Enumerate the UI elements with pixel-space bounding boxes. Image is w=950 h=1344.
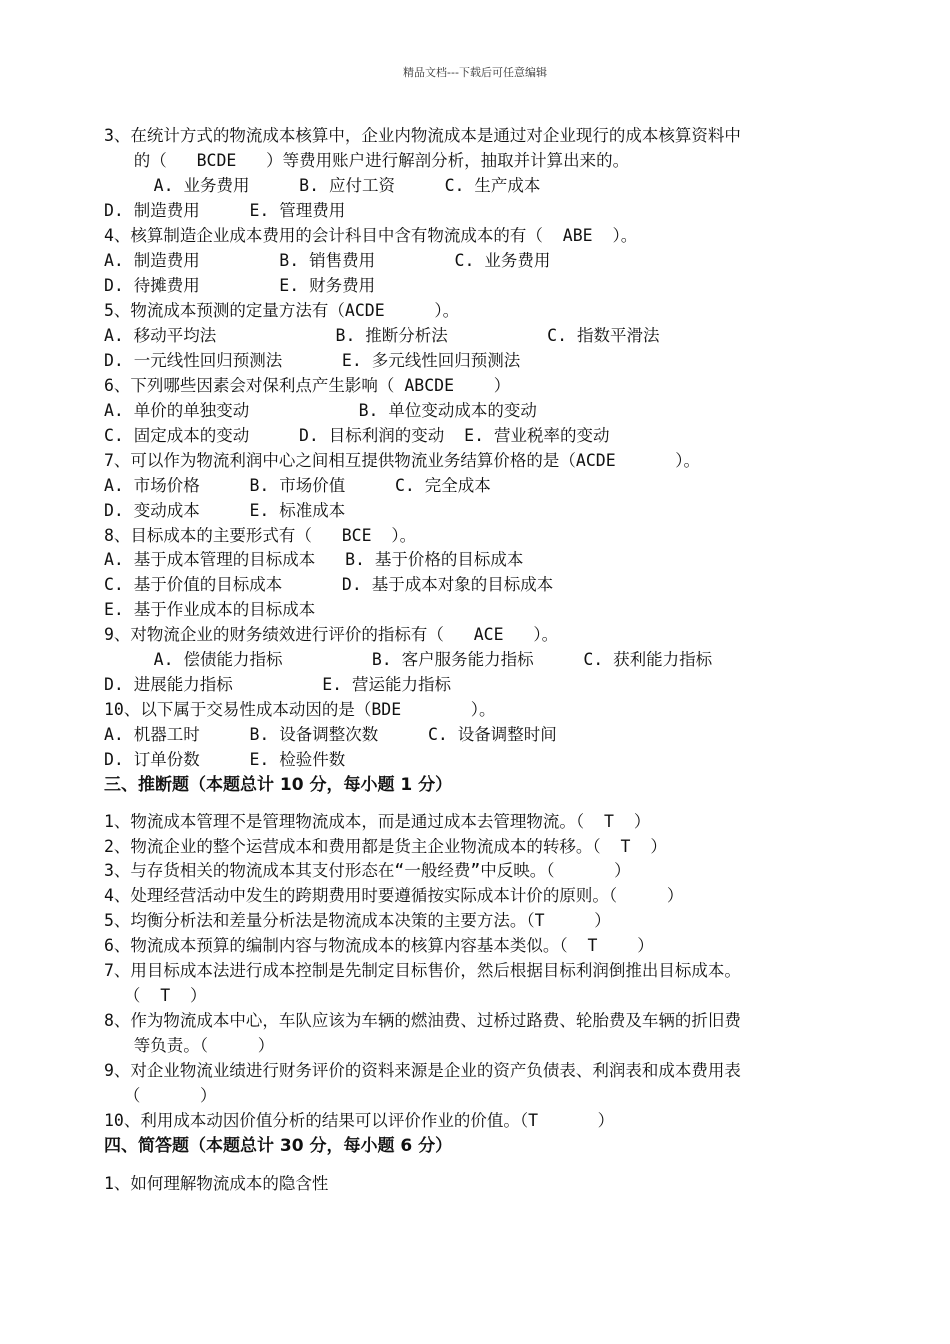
statement-line: （ T ） xyxy=(104,986,207,1005)
question-line: 3、在统计方式的物流成本核算中，企业内物流成本是通过对企业现行的成本核算资料中 xyxy=(104,126,741,145)
options-line: E. 基于作业成本的目标成本 xyxy=(104,600,316,619)
options-line: D. 制造费用 E. 管理费用 xyxy=(104,201,346,220)
options-line: D. 一元线性回归预测法 E. 多元线性回归预测法 xyxy=(104,351,521,370)
statement-line: 5、均衡分析法和差量分析法是物流成本决策的主要方法。（T ） xyxy=(104,911,611,930)
options-line: D. 变动成本 E. 标准成本 xyxy=(104,501,346,520)
options-line: C. 基于价值的目标成本 D. 基于成本对象的目标成本 xyxy=(104,575,554,594)
options-line: D. 订单份数 E. 检验件数 xyxy=(104,750,346,769)
question-line: 5、物流成本预测的定量方法有（ACDE ）。 xyxy=(104,301,460,320)
question-line: 的（ BCDE ）等费用账户进行解剖分析，抽取并计算出来的。 xyxy=(104,151,630,170)
options-line: A. 移动平均法 B. 推断分析法 C. 指数平滑法 xyxy=(104,326,660,345)
question-line: 6、下列哪些因素会对保利点产生影响（ ABCDE ） xyxy=(104,376,511,395)
options-line: D. 待摊费用 E. 财务费用 xyxy=(104,276,376,295)
question-line: 7、可以作为物流利润中心之间相互提供物流业务结算价格的是（ACDE ）。 xyxy=(104,451,701,470)
question-line: 9、对物流企业的财务绩效进行评价的指标有（ ACE ）。 xyxy=(104,625,559,644)
statement-line: 9、对企业物流业绩进行财务评价的资料来源是企业的资产负债表、利润表和成本费用表 xyxy=(104,1061,741,1080)
options-line: A. 业务费用 B. 应付工资 C. 生产成本 xyxy=(104,176,541,195)
statement-line: 等负责。（ ） xyxy=(104,1036,275,1055)
statement-line: 7、用目标成本法进行成本控制是先制定目标售价，然后根据目标利润倒推出目标成本。 xyxy=(104,961,741,980)
question-line: 1、如何理解物流成本的隐含性 xyxy=(104,1174,329,1193)
section-heading-short-answer: 四、简答题（本题总计 30 分，每小题 6 分） xyxy=(104,1136,453,1156)
statement-line: （ ） xyxy=(104,1086,217,1105)
options-line: A. 机器工时 B. 设备调整次数 C. 设备调整时间 xyxy=(104,725,557,744)
question-line: 8、目标成本的主要形式有（ BCE ）。 xyxy=(104,526,417,545)
statement-line: 1、物流成本管理不是管理物流成本，而是通过成本去管理物流。（ T ） xyxy=(104,812,651,831)
page-header-note: 精品文档---下载后可任意编辑 xyxy=(403,66,547,79)
options-line: D. 进展能力指标 E. 营运能力指标 xyxy=(104,675,452,694)
options-line: C. 固定成本的变动 D. 目标利润的变动 E. 营业税率的变动 xyxy=(104,426,610,445)
statement-line: 10、利用成本动因价值分析的结果可以评价作业的价值。（T ） xyxy=(104,1111,615,1130)
options-line: A. 市场价格 B. 市场价值 C. 完全成本 xyxy=(104,476,491,495)
statement-line: 6、物流成本预算的编制内容与物流成本的核算内容基本类似。（ T ） xyxy=(104,936,654,955)
statement-line: 8、作为物流成本中心，车队应该为车辆的燃油费、过桥过路费、轮胎费及车辆的折旧费 xyxy=(104,1011,741,1030)
options-line: A. 单价的单独变动 B. 单位变动成本的变动 xyxy=(104,401,537,420)
statement-line: 2、物流企业的整个运营成本和费用都是货主企业物流成本的转移。（ T ） xyxy=(104,837,667,856)
question-line: 4、核算制造企业成本费用的会计科目中含有物流成本的有（ ABE ）。 xyxy=(104,226,638,245)
options-line: A. 基于成本管理的目标成本 B. 基于价格的目标成本 xyxy=(104,550,524,569)
options-line: A. 制造费用 B. 销售费用 C. 业务费用 xyxy=(104,251,551,270)
statement-line: 4、处理经营活动中发生的跨期费用时要遵循按实际成本计价的原则。（ ） xyxy=(104,886,684,905)
statement-line: 3、与存货相关的物流成本其支付形态在“一般经费”中反映。（ ） xyxy=(104,861,631,880)
question-line: 10、以下属于交易性成本动因的是（BDE ）。 xyxy=(104,700,496,719)
options-line: A. 偿债能力指标 B. 客户服务能力指标 C. 获利能力指标 xyxy=(104,650,713,669)
section-heading-true-false: 三、推断题（本题总计 10 分，每小题 1 分） xyxy=(104,775,453,795)
